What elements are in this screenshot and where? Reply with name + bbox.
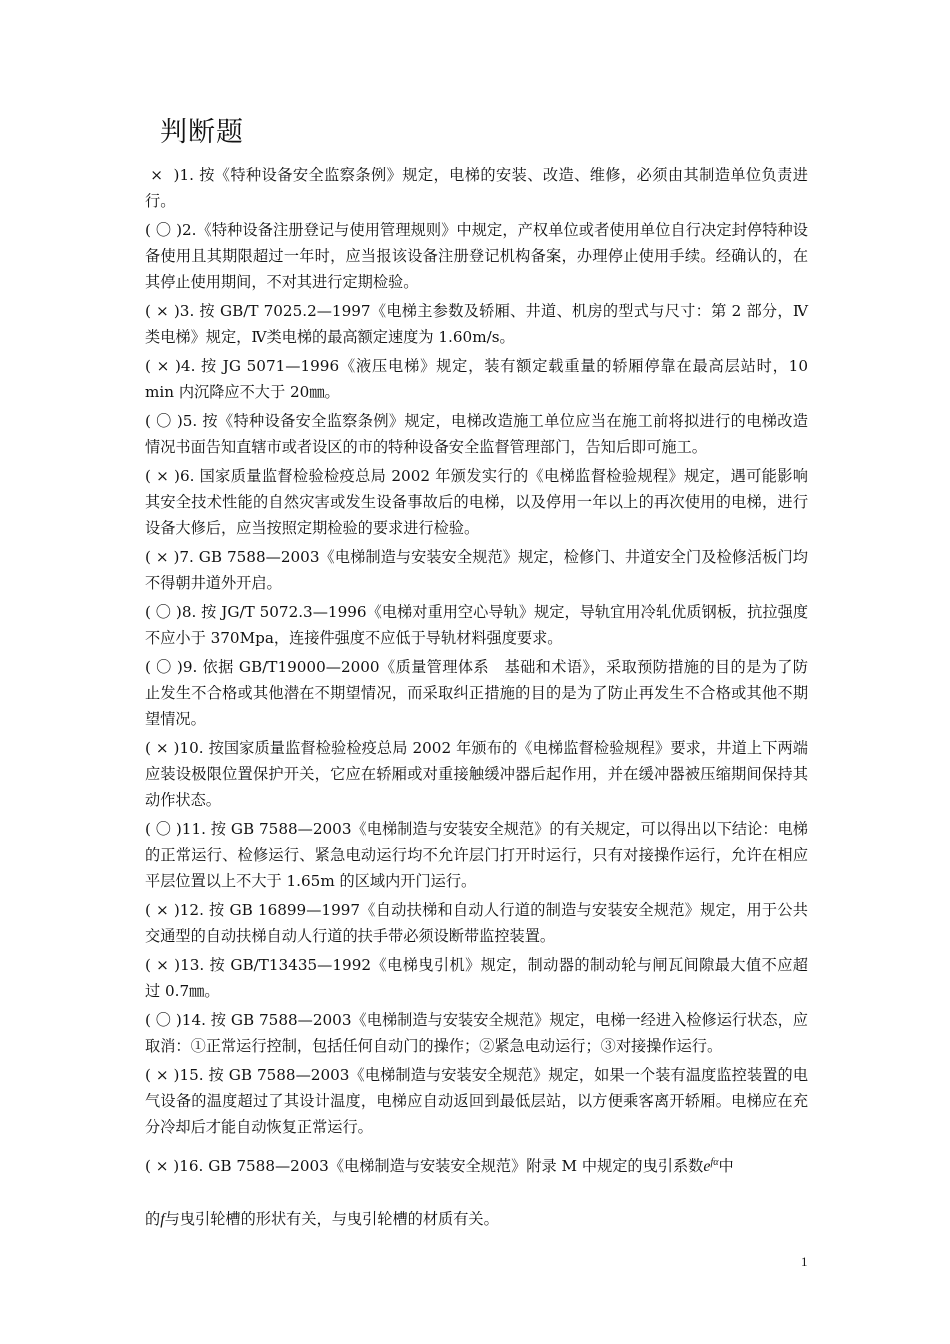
question-text: 15. 按 GB 7588—2003《电梯制造与安装安全规范》规定，如果一个装有温度监控装置的电气设备的温度超过了其设计温度，电梯应自动返回到最低层站，以方便乘客离开轿厢。电梯应在充分冷却后才能自动恢复正常运行。: [145, 1066, 809, 1136]
question-11: [145, 816, 808, 894]
question-10: [145, 735, 808, 813]
answer-mark: ( × ): [145, 901, 180, 919]
answer-mark: ( 〇 ): [145, 603, 182, 621]
question-5: [145, 408, 808, 460]
page-number: 1: [801, 1254, 808, 1269]
answer-mark: ( × ): [145, 548, 180, 566]
question-3: [145, 298, 808, 350]
answer-mark: ( × ): [145, 1157, 180, 1175]
question-text: 11. 按 GB 7588—2003《电梯制造与安装安全规范》的有关规定，可以得出以下结论：电梯的正常运行、检修运行、紧急电动运行均不允许层门打开时运行，只有对接操作运行，允许在相应平层位置以上不大于 1.65m 的区域内开门运行。: [145, 820, 808, 890]
question-text: 12. 按 GB 16899—1997《自动扶梯和自动人行道的制造与安装安全规范》规定，用于公共交通型的自动扶梯自动人行道的扶手带必须设断带监控装置。: [145, 901, 808, 945]
question-15: [145, 1062, 808, 1140]
answer-mark: ( 〇 ): [145, 412, 183, 430]
question-2: [145, 217, 808, 295]
answer-mark: ( 〇 ): [145, 820, 182, 838]
friction-factor-symbol: f: [160, 1211, 165, 1228]
question-text: 4. 按 JG 5071—1996《液压电梯》规定，装有额定载重量的轿厢停靠在最高层站时，10 min 内沉降应不大于 20㎜。: [145, 357, 808, 401]
answer-mark: ( × ): [145, 739, 180, 757]
question-text: 5. 按《特种设备安全监察条例》规定，电梯改造施工单位应当在施工前将拟进行的电梯改造情况书面告知直辖市或者设区的市的特种设备安全监督管理部门，告知后即可施工。: [145, 412, 808, 456]
traction-coefficient-formula: [703, 1158, 718, 1175]
answer-mark: ( 〇 ): [145, 658, 183, 676]
question-text: 的: [145, 1210, 161, 1228]
answer-mark: ( 〇 ): [145, 221, 182, 239]
question-4: [145, 353, 808, 405]
question-text: 8. 按 JG/T 5072.3—1996《电梯对重用空心导轨》规定，导轨宜用冷轧优质钢板，抗拉强度不应小于 370Mpa，连接件强度不应低于导轨材料强度要求。: [145, 603, 809, 647]
question-text: 1. 按《特种设备安全监察条例》规定，电梯的安装、改造、维修，必须由其制造单位负责进行。: [145, 166, 808, 210]
question-12: [145, 897, 808, 949]
page-title: 判断题: [160, 117, 244, 148]
answer-mark: ( × ): [145, 357, 181, 375]
answer-mark: ( × ): [145, 302, 180, 320]
question-text: 10. 按国家质量监督检验检疫总局 2002 年颁布的《电梯监督检验规程》要求，井道上下两端应装设极限位置保护开关，它应在轿厢或对重接触缓冲器后起作用，并在缓冲器被压缩期间保持其动作状态。: [145, 739, 808, 809]
question-16-continued: [145, 1204, 808, 1235]
question-text: 14. 按 GB 7588—2003《电梯制造与安装安全规范》规定，电梯一经进入检修运行状态，应取消：①正常运行控制，包括任何自动门的操作；②紧急电动运行；③对接操作运行。: [145, 1011, 808, 1055]
question-list: [145, 162, 808, 1238]
question-text-tail: 中: [718, 1157, 734, 1175]
question-16: [145, 1148, 808, 1182]
answer-mark: ( × ): [145, 1066, 180, 1084]
question-text: 9. 依据 GB/T19000—2000《质量管理体系 基础和术语》，采取预防措施的目的是为了防止发生不合格或其他潜在不期望情况，而采取纠正措施的目的是为了防止再发生不合格或其他不期望情况。: [145, 658, 808, 728]
question-13: [145, 952, 808, 1004]
question-9: [145, 654, 808, 732]
question-text: 6. 国家质量监督检验检疫总局 2002 年颁发实行的《电梯监督检验规程》规定，遇可能影响其安全技术性能的自然灾害或发生设备事故后的电梯，以及停用一年以上的再次使用的电梯，进行设备大修后，应当按照定期检验的要求进行检验。: [145, 467, 808, 537]
answer-mark: ( × ): [145, 956, 181, 974]
answer-mark: × ): [145, 166, 180, 184]
answer-mark: ( 〇 ): [145, 1011, 182, 1029]
formula-base: e: [703, 1158, 711, 1175]
answer-mark: ( × ): [145, 467, 180, 485]
question-6: [145, 463, 808, 541]
question-8: [145, 599, 808, 651]
question-1: [145, 162, 808, 214]
question-text: 7. GB 7588—2003《电梯制造与安装安全规范》规定，检修门、井道安全门及检修活板门均不得朝井道外开启。: [145, 548, 808, 592]
question-7: [145, 544, 808, 596]
question-text: 与曳引轮槽的形状有关，与曳引轮槽的材质有关。: [164, 1210, 499, 1228]
question-text: 2.《特种设备注册登记与使用管理规则》中规定，产权单位或者使用单位自行决定封停特种设备使用且其期限超过一年时，应当报该设备注册登记机构备案，办理停止使用手续。经确认的，在其停止使用期间，不对其进行定期检验。: [145, 221, 808, 291]
question-text: 13. 按 GB/T13435—1992《电梯曳引机》规定，制动器的制动轮与闸瓦间隙最大值不应超过 0.7㎜。: [145, 956, 808, 1000]
question-14: [145, 1007, 808, 1059]
formula-exponent: fα: [710, 1157, 719, 1168]
question-text: 3. 按 GB/T 7025.2—1997《电梯主参数及轿厢、井道、机房的型式与尺寸：第 2 部分，Ⅳ类电梯》规定，Ⅳ类电梯的最高额定速度为 1.60m/s。: [145, 302, 809, 346]
question-text: 16. GB 7588—2003《电梯制造与安装安全规范》附录 M 中规定的曳引系数: [179, 1157, 704, 1175]
